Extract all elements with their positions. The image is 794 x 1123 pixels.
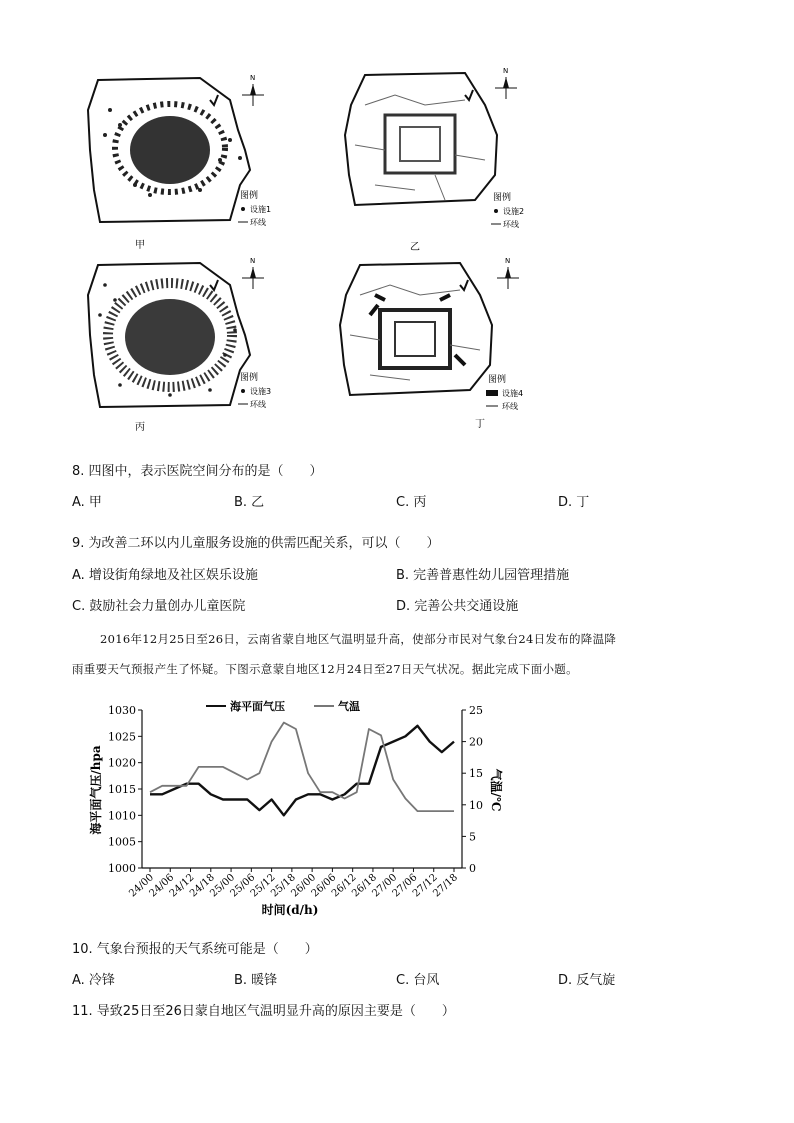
- legend-title: 图例: [493, 193, 512, 203]
- q9-option-a[interactable]: A. 增设街角绿地及社区娱乐设施: [72, 568, 258, 583]
- legend-ring: 环线: [250, 218, 266, 227]
- chart-ytick-label-right: 5: [469, 830, 476, 844]
- q9-option-d[interactable]: D. 完善公共交通设施: [396, 599, 519, 614]
- chart-ylabel-right: 气温/℃: [489, 768, 503, 812]
- chart-ytick-label-right: 0: [469, 862, 476, 875]
- chart-ytick-label-left: 1030: [108, 704, 136, 717]
- chart-ytick-label-left: 1010: [108, 809, 136, 823]
- chart-xtick-label: 26/06: [309, 872, 339, 900]
- map-caption: 甲: [135, 240, 145, 251]
- map-yi: [345, 67, 524, 253]
- q10-stem: 10. 气象台预报的天气系统可能是（ ）: [72, 942, 318, 957]
- chart-ytick-label-left: 1020: [108, 756, 136, 770]
- chart-xtick-label: 27/00: [370, 872, 400, 900]
- chart-xtick-label: 24/00: [127, 872, 157, 900]
- north-label: N: [503, 67, 509, 75]
- legend-label: 气温: [338, 700, 360, 713]
- chart-xtick-label: 25/18: [269, 872, 298, 900]
- chart-ytick-label-left: 1005: [108, 835, 136, 849]
- chart-ytick-label-right: 20: [469, 735, 483, 749]
- q10-option-d[interactable]: D. 反气旋: [558, 973, 616, 988]
- legend-item: 设施1: [250, 205, 272, 214]
- chart-ytick-label-right: 10: [469, 798, 483, 812]
- q11-stem: 11. 导致25日至26日蒙自地区气温明显升高的原因主要是（ ）: [72, 1004, 455, 1019]
- q8-option-b[interactable]: B. 乙: [234, 495, 265, 510]
- legend-ring: 环线: [250, 400, 266, 409]
- north-label: N: [505, 257, 511, 265]
- chart-xtick-label: 24/12: [167, 872, 197, 900]
- chart-xtick-label: 25/12: [248, 872, 278, 900]
- legend-item: 设施4: [502, 389, 524, 398]
- chart-ytick-label-left: 1000: [108, 862, 136, 875]
- chart-ytick-label-left: 1015: [108, 783, 136, 796]
- chart-xtick-label: 25/06: [228, 872, 258, 900]
- q10-option-b[interactable]: B. 暖锋: [234, 973, 278, 988]
- legend-ring: 环线: [502, 402, 518, 411]
- passage-line-1: 2016年12月25日至26日，云南省蒙自地区气温明显升高，使部分市民对气象台24日发布的降温降: [100, 632, 617, 646]
- legend-item: 设施2: [503, 207, 525, 216]
- legend-label: 海平面气压: [230, 700, 285, 713]
- north-label: N: [250, 257, 256, 265]
- chart-ylabel-left: 海平面气压/hpa: [89, 745, 103, 835]
- q10-option-c[interactable]: C. 台风: [396, 973, 440, 988]
- legend-item: 设施3: [250, 387, 272, 396]
- chart-xtick-label: 26/00: [289, 872, 319, 900]
- q8-option-c[interactable]: C. 丙: [396, 495, 427, 510]
- q9-option-c[interactable]: C. 鼓励社会力量创办儿童医院: [72, 599, 246, 614]
- legend-title: 图例: [240, 373, 259, 383]
- map-ding: [340, 257, 523, 430]
- chart-xtick-label: 27/18: [431, 872, 461, 900]
- q9-option-b[interactable]: B. 完善普惠性幼儿园管理措施: [396, 568, 570, 583]
- q8-stem: 8. 四图中，表示医院空间分布的是（ ）: [72, 464, 323, 479]
- chart-xtick-label: 24/06: [147, 872, 177, 900]
- q8-option-d[interactable]: D. 丁: [558, 495, 590, 510]
- map-jia: [88, 74, 271, 251]
- legend-title: 图例: [240, 191, 259, 201]
- q9-stem: 9. 为改善二环以内儿童服务设施的供需匹配关系，可以（ ）: [72, 536, 440, 551]
- chart-xtick-label: 27/06: [390, 872, 420, 900]
- q8-option-a[interactable]: A. 甲: [72, 495, 102, 510]
- chart-ytick-label-right: 25: [469, 704, 483, 717]
- weather-chart: [80, 692, 503, 922]
- map-caption: 丙: [135, 422, 145, 433]
- passage-line-2: 雨重要天气预报产生了怀疑。下图示意蒙自地区12月24日至27日天气状况。据此完成下面小题。: [72, 662, 578, 676]
- q10-option-a[interactable]: A. 冷锋: [72, 973, 115, 988]
- chart-xtick-label: 26/18: [350, 872, 379, 900]
- chart-xtick-label: 24/18: [188, 872, 217, 900]
- chart-ytick-label-left: 1025: [108, 730, 136, 744]
- map-caption: 丁: [475, 419, 485, 430]
- chart-xlabel: 时间(d/h): [261, 903, 319, 917]
- map-jia-dots: [103, 104, 242, 197]
- legend-title: 图例: [488, 375, 507, 385]
- north-label: N: [250, 74, 256, 82]
- legend-ring: 环线: [503, 220, 519, 229]
- chart-xtick-label: 25/00: [208, 872, 238, 900]
- chart-xtick-label: 26/12: [329, 872, 359, 900]
- map-caption: 乙: [410, 242, 420, 253]
- map-bing: [88, 257, 271, 433]
- chart-ytick-label-right: 15: [469, 767, 483, 781]
- chart-xtick-label: 27/12: [410, 872, 440, 900]
- facility-maps-figure: [70, 60, 530, 440]
